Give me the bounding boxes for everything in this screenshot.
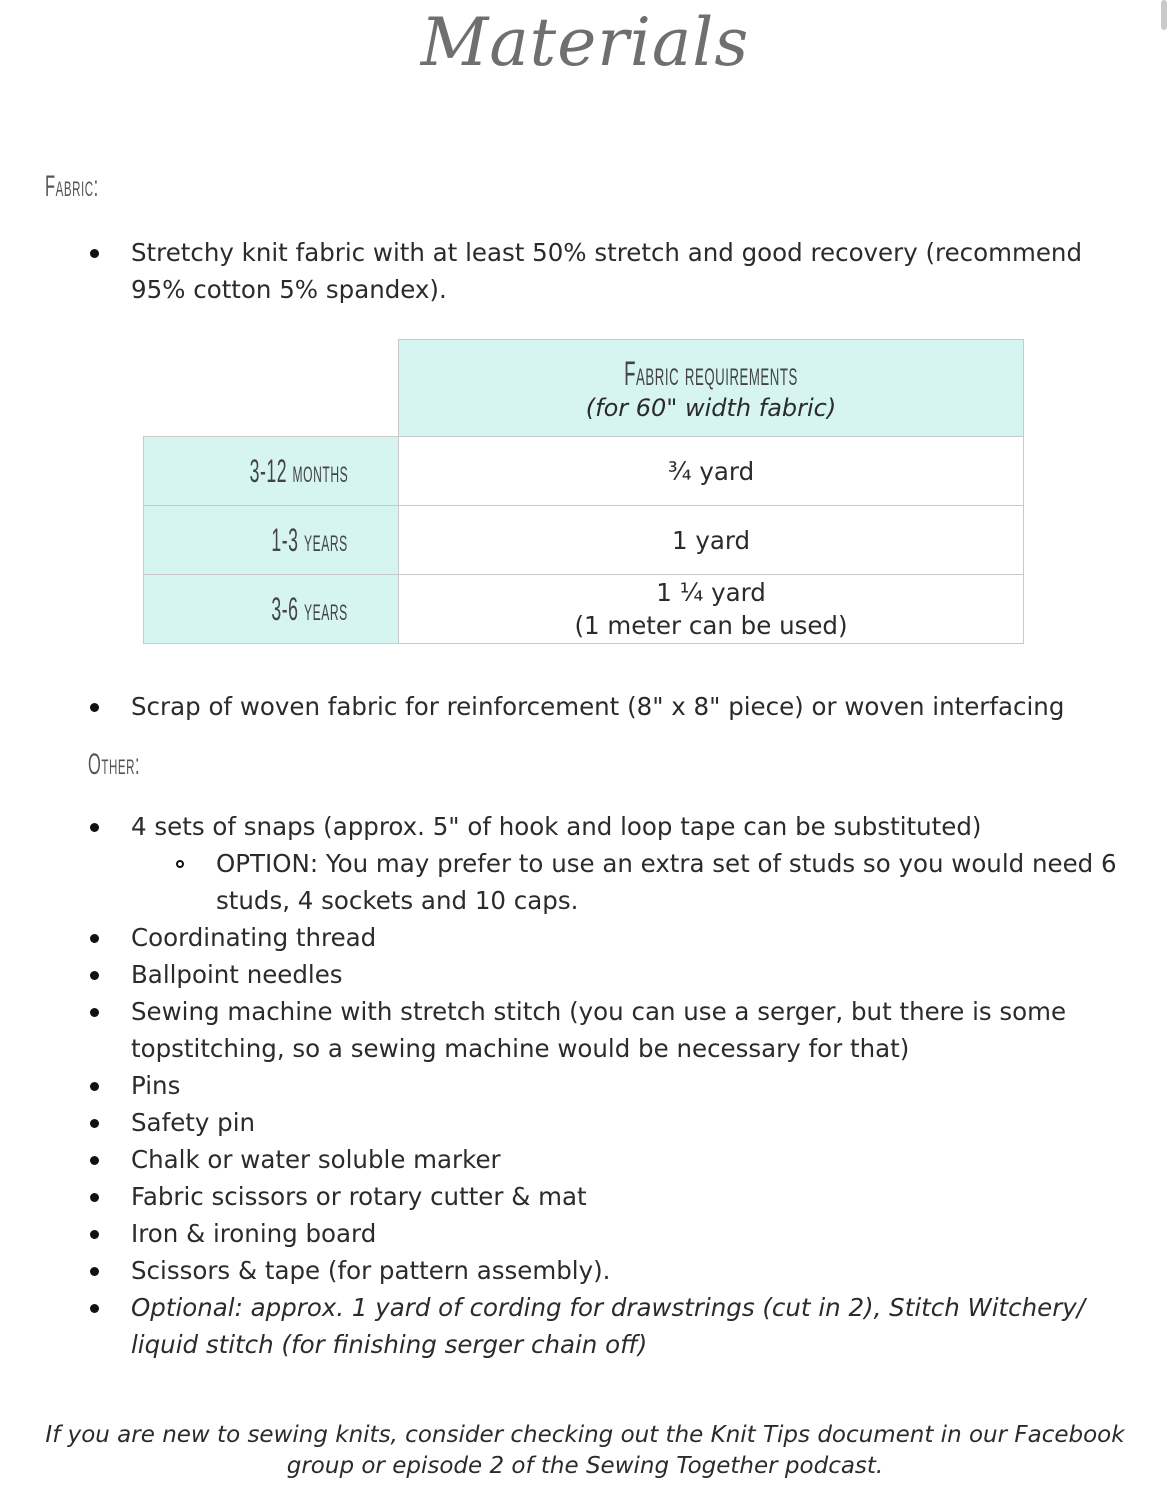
list-item-text: Chalk or water soluble marker bbox=[131, 1145, 501, 1174]
table-header-subtitle: (for 60" width fabric) bbox=[585, 393, 837, 422]
size-cell bbox=[144, 437, 399, 506]
list-item bbox=[0, 234, 1170, 308]
amount-cell bbox=[399, 437, 1024, 506]
list-item-text: studs, 4 sockets and 10 caps. bbox=[216, 886, 579, 915]
list-item bbox=[0, 1067, 1170, 1104]
bullet-icon bbox=[90, 1008, 99, 1017]
list-item bbox=[0, 1178, 1170, 1215]
list-item bbox=[0, 845, 1170, 919]
footnote bbox=[0, 1420, 1170, 1482]
list-item bbox=[0, 1104, 1170, 1141]
list-item-text: Pins bbox=[131, 1071, 181, 1100]
list-item-text: Iron & ironing board bbox=[131, 1219, 377, 1248]
list-item bbox=[0, 808, 1170, 845]
list-item-text: Stretchy knit fabric with at least 50% stretch and good recovery (recommend bbox=[131, 238, 1083, 267]
bullet-icon bbox=[90, 971, 99, 980]
list-item-text: topstitching, so a sewing machine would be necessary for that) bbox=[131, 1034, 910, 1063]
list-item bbox=[0, 1215, 1170, 1252]
list-item bbox=[0, 1141, 1170, 1178]
other-bullet-list bbox=[0, 808, 1170, 1363]
bullet-icon bbox=[90, 249, 99, 258]
list-item-text: Ballpoint needles bbox=[131, 960, 343, 989]
footnote-line: group or episode 2 of the Sewing Together podcast. bbox=[286, 1453, 884, 1479]
list-item-text: Fabric scissors or rotary cutter & mat bbox=[131, 1182, 587, 1211]
table-row bbox=[144, 575, 1024, 644]
amount-note: (1 meter can be used) bbox=[574, 611, 848, 640]
amount-label: 1 ¼ yard bbox=[656, 578, 766, 607]
bullet-icon bbox=[90, 1193, 99, 1202]
table-row bbox=[144, 506, 1024, 575]
size-label: 3-6 years bbox=[271, 590, 348, 627]
size-cell bbox=[144, 575, 399, 644]
list-item-text: liquid stitch (for finishing serger chain off) bbox=[131, 1330, 648, 1359]
list-item-text: 95% cotton 5% spandex). bbox=[131, 275, 447, 304]
bullet-icon bbox=[90, 934, 99, 943]
amount-cell bbox=[399, 575, 1024, 644]
size-label: 1-3 years bbox=[271, 521, 348, 558]
bullet-icon bbox=[90, 1304, 99, 1313]
bullet-icon bbox=[90, 1082, 99, 1091]
list-item bbox=[0, 956, 1170, 993]
bullet-icon bbox=[90, 1230, 99, 1239]
list-item-text: Sewing machine with stretch stitch (you can use a serger, but there is some bbox=[131, 997, 1067, 1026]
bullet-icon bbox=[90, 703, 99, 712]
list-item-text: Safety pin bbox=[131, 1108, 256, 1137]
amount-label: 1 yard bbox=[671, 525, 751, 555]
bullet-icon bbox=[90, 1119, 99, 1128]
table-header-row bbox=[144, 340, 1024, 437]
amount-label: ¾ yard bbox=[667, 456, 755, 486]
bullet-icon bbox=[90, 1156, 99, 1165]
list-item-text: Optional: approx. 1 yard of cording for drawstrings (cut in 2), Stitch Witchery/ bbox=[131, 1293, 1086, 1322]
list-item-text: OPTION: You may prefer to use an extra set of studs so you would need 6 bbox=[216, 849, 1117, 878]
table-header-title: Fabric requirements bbox=[624, 354, 798, 393]
table-row bbox=[144, 437, 1024, 506]
table-corner bbox=[144, 340, 399, 437]
fabric-requirements-table bbox=[143, 339, 1024, 644]
list-item-text: Coordinating thread bbox=[131, 923, 377, 952]
sub-bullet-icon bbox=[176, 860, 184, 868]
bullet-icon bbox=[90, 1267, 99, 1276]
list-item-text: Scissors & tape (for pattern assembly). bbox=[131, 1256, 611, 1285]
other-heading: Other: bbox=[88, 748, 141, 781]
list-item bbox=[0, 1252, 1170, 1289]
fabric-bullet-list bbox=[0, 234, 1170, 308]
page-title: Materials bbox=[420, 4, 750, 81]
table-header-cell bbox=[399, 340, 1024, 437]
list-item bbox=[0, 688, 1170, 725]
size-cell bbox=[144, 506, 399, 575]
list-item bbox=[0, 1289, 1170, 1363]
amount-cell bbox=[399, 506, 1024, 575]
list-item-text: Scrap of woven fabric for reinforcement (8" x 8" piece) or woven interfacing bbox=[131, 692, 1065, 721]
list-item bbox=[0, 993, 1170, 1067]
bullet-icon bbox=[90, 823, 99, 832]
footnote-line: If you are new to sewing knits, consider checking out the Knit Tips document in our Facebook bbox=[45, 1422, 1125, 1448]
list-item bbox=[0, 919, 1170, 956]
size-label: 3-12 months bbox=[249, 452, 348, 489]
list-item-text: 4 sets of snaps (approx. 5" of hook and loop tape can be substituted) bbox=[131, 812, 982, 841]
fabric-heading: Fabric: bbox=[45, 170, 99, 203]
fabric-extra-list bbox=[0, 688, 1170, 725]
